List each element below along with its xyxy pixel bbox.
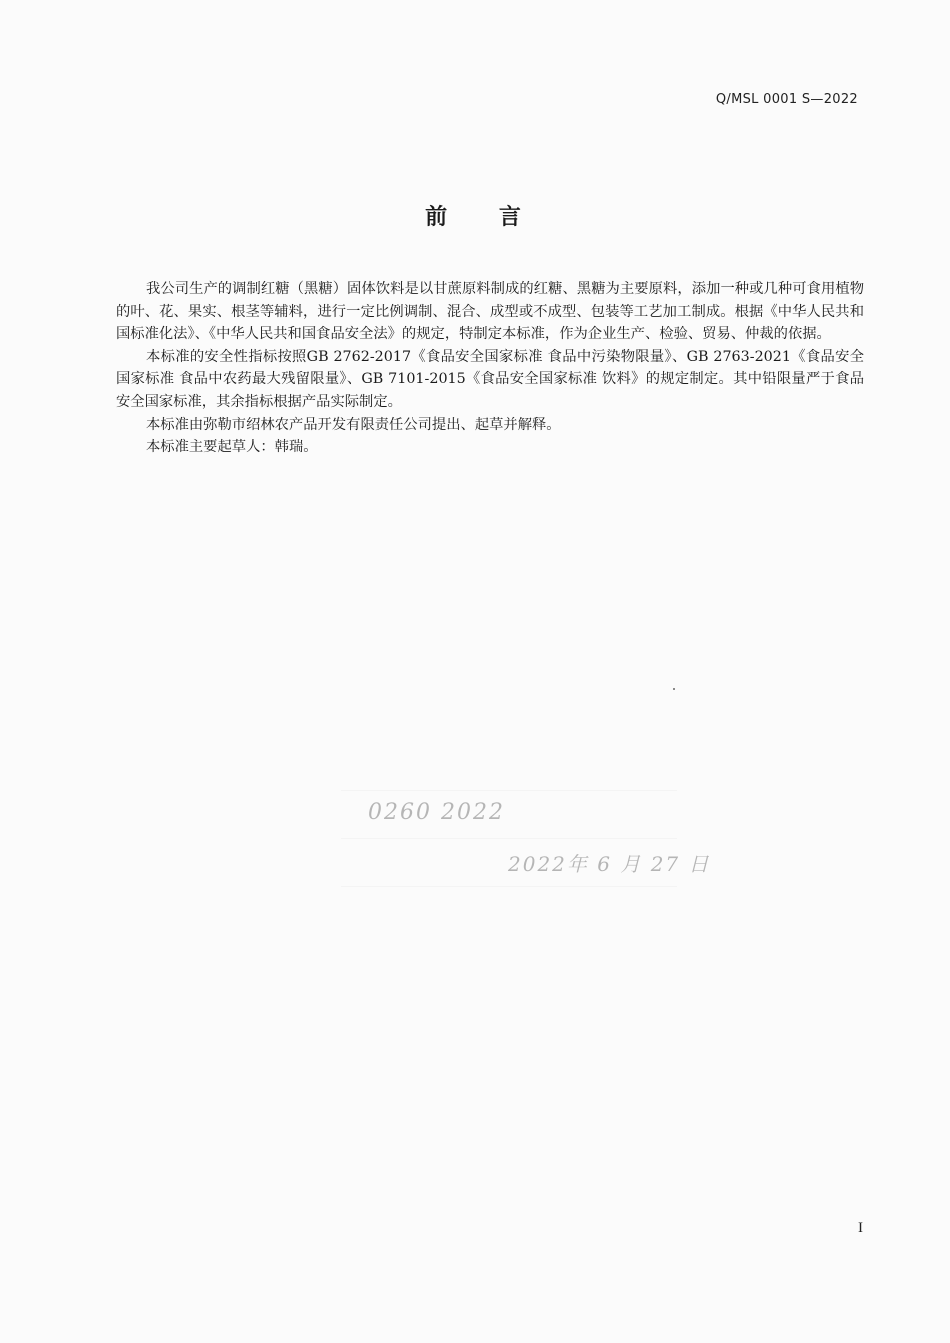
stamp-handwritten-number: 0260 2022: [368, 800, 505, 825]
page-title: 前 言: [425, 205, 543, 230]
paragraph-safety-indicators: 本标准的安全性指标按照GB 2762-2017《食品安全国家标准 食品中污染物限量》、GB 2763-2021《食品安全国家标准 食品中农药最大残留限量》、GB 7101-2015《食品安全国家标准 饮料》的规定制定。其中铅限量严于食品安全国家标准，其余指标根据产品实际制定。: [116, 348, 864, 410]
paragraph-proposer: 本标准由弥勒市绍林农产品开发有限责任公司提出、起草并解释。: [146, 416, 561, 433]
faint-footer-show-through: [40, 1220, 920, 1246]
faint-date-band: [40, 1132, 920, 1162]
paragraph-drafter: 本标准主要起草人：韩瑞。: [146, 439, 318, 456]
stamp-row-1: [341, 744, 677, 791]
stamp-handwritten-date: 2022年 6 月 27 日: [508, 852, 711, 876]
faint-show-through: [110, 78, 410, 114]
foreword-body: [116, 278, 864, 459]
page-number: I: [858, 1220, 863, 1236]
standard-code: Q/MSL 0001 S—2022: [715, 92, 858, 107]
paragraph-purpose: 我公司生产的调制红糖（黑糖）固体饮料是以甘蔗原料制成的红糖、黑糖为主要原料，添加一种或几种可食用植物的叶、花、果实、根茎等辅料，进行一定比例调制、混合、成型或不成型、包装等工艺加工制成。根据《中华人民共和国标准化法》、《中华人民共和国食品安全法》的规定，特制定本标准，作为企业生产、检验、贸易、仲裁的依据。: [116, 281, 864, 343]
speck: [673, 688, 675, 690]
